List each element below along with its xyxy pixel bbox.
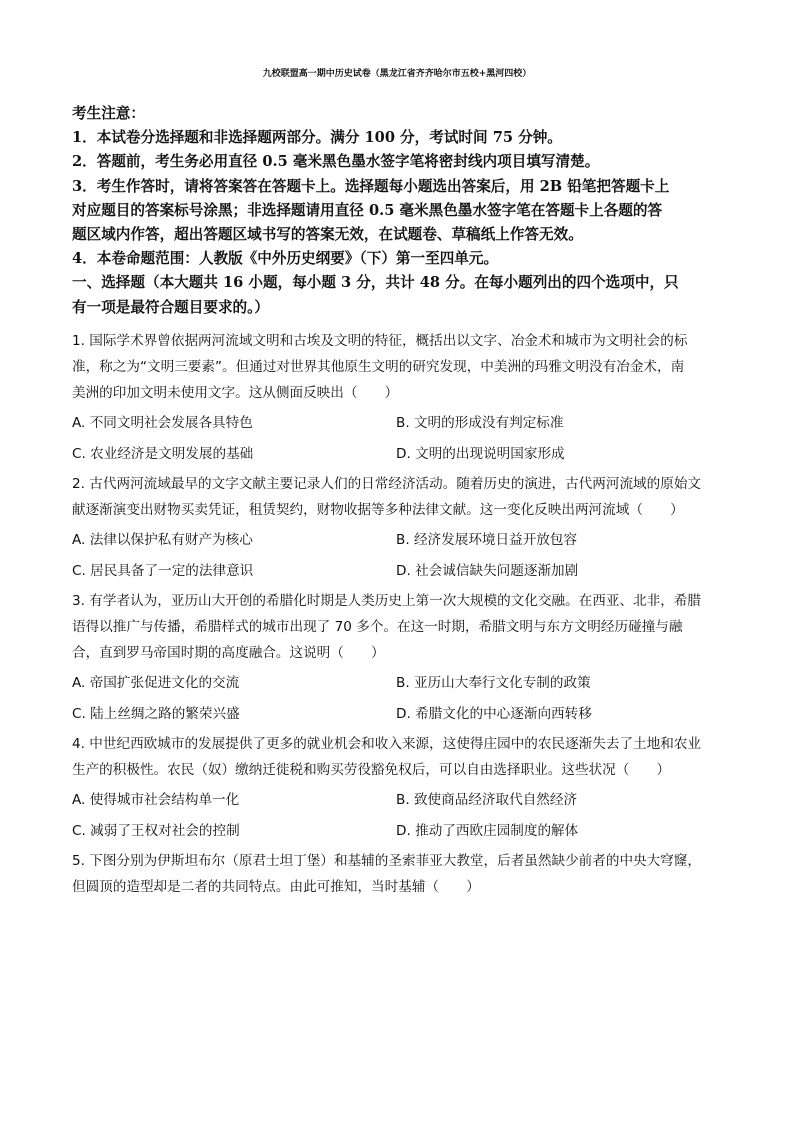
option-b: B. 亚历山大奉行文化专制的政策 <box>396 675 591 691</box>
option-c: C. 居民具备了一定的法律意识 <box>72 563 254 579</box>
stem-line: 4. 中世纪西欧城市的发展提供了更多的就业机会和收入来源，这使得庄园中的农民逐渐失去了土地和农业 <box>72 736 702 752</box>
exam-notes <box>72 102 732 320</box>
option-c: C. 农业经济是文明发展的基础 <box>72 446 254 462</box>
question-stem <box>72 328 732 406</box>
stem-line: 5. 下图分别为伊斯坦布尔（原君士坦丁堡）和基辅的圣索菲亚大教堂，后者虽然缺少前者的中央大穹窿， <box>72 853 702 869</box>
question-2 <box>72 471 732 584</box>
stem-line: 2. 古代两河流域最早的文字文献主要记录人们的日常经济活动。随着历史的演进，古代两河流域的原始文 <box>72 476 702 492</box>
question-1 <box>72 328 732 467</box>
section-heading: 有一项是最符合题目要求的。） <box>72 298 270 316</box>
note-line: 2．答题前，考生务必用直径 0.5 毫米黑色墨水签字笔将密封线内项目填写清楚。 <box>72 153 600 171</box>
stem-line: 但圆顶的造型却是二者的共同特点。由此可推知，当时基辅（ ） <box>72 879 480 895</box>
option-d: D. 推动了西欧庄园制度的解体 <box>396 823 579 839</box>
option-b: B. 经济发展环境日益开放包容 <box>396 532 578 548</box>
option-c: C. 减弱了王权对社会的控制 <box>72 823 240 839</box>
question-3 <box>72 588 732 727</box>
option-b: B. 致使商品经济取代自然经济 <box>396 792 578 808</box>
option-d: D. 社会诚信缺失问题逐渐加剧 <box>396 563 579 579</box>
option-c: C. 陆上丝绸之路的繁荣兴盛 <box>72 706 240 722</box>
question-5 <box>72 848 732 900</box>
stem-line: 准，称之为“文明三要素”。但通过对世界其他原生文明的研究发现，中美洲的玛雅文明没有冶金术，南 <box>72 359 685 375</box>
option-a: A. 法律以保护私有财产为核心 <box>72 532 253 548</box>
option-b: B. 文明的形成没有判定标准 <box>396 415 564 431</box>
question-list <box>72 328 732 904</box>
option-a: A. 不同文明社会发展各具特色 <box>72 415 253 431</box>
option-d: D. 文明的出现说明国家形成 <box>396 446 565 462</box>
question-4 <box>72 731 732 844</box>
stem-line: 3. 有学者认为，亚历山大开创的希腊化时期是人类历史上第一次大规模的文化交融。在西亚、北非，希腊 <box>72 593 702 609</box>
exam-title: 九校联盟高一期中历史试卷（黑龙江省齐齐哈尔市五校+黑河四校） <box>262 69 532 79</box>
section-heading: 一、选择题（本大题共 16 小题，每小题 3 分，共计 48 分。在每小题列出的四个选项中，只 <box>72 274 679 292</box>
stem-line: 美洲的印加文明未使用文字。这从侧面反映出（ ） <box>72 385 399 401</box>
option-a: A. 帝国扩张促进文化的交流 <box>72 675 240 691</box>
stem-line: 语得以推广与传播，希腊样式的城市出现了 70 多个。在这一时期，希腊文明与东方文明经历碰撞与融 <box>72 619 683 635</box>
stem-line: 1. 国际学术界曾依据两河流域文明和古埃及文明的特征，概括出以文字、冶金术和城市为文明社会的标 <box>72 333 688 349</box>
stem-line: 生产的积极性。农民（奴）缴纳迁徙税和购买劳役豁免权后，可以自由选择职业。这些状况（ ） <box>72 762 671 778</box>
question-stem <box>72 471 732 523</box>
option-d: D. 希腊文化的中心逐渐向西转移 <box>396 706 592 722</box>
question-stem <box>72 588 732 666</box>
stem-line: 献逐渐演变出财物买卖凭证，租赁契约，财物收据等多种法律文献。这一变化反映出两河流域（ ） <box>72 502 684 518</box>
note-line: 1．本试卷分选择题和非选择题两部分。满分 100 分，考试时间 75 分钟。 <box>72 129 562 147</box>
note-line: 题区域内作答，超出答题区域书写的答案无效，在试题卷、草稿纸上作答无效。 <box>72 226 583 244</box>
question-stem <box>72 848 732 900</box>
question-options <box>72 670 732 727</box>
notes-heading: 考生注意： <box>72 105 145 122</box>
question-stem <box>72 731 732 783</box>
note-line: 3．考生作答时，请将答案答在答题卡上。选择题每小题选出答案后，用 2B 铅笔把答题卡上 <box>72 177 670 195</box>
question-options <box>72 787 732 844</box>
option-a: A. 使得城市社会结构单一化 <box>72 792 240 808</box>
stem-line: 合，直到罗马帝国时期的高度融合。这说明（ ） <box>72 645 385 661</box>
note-line: 4．本卷命题范围：人教版《中外历史纲要》（下）第一至四单元。 <box>72 250 499 268</box>
question-options <box>72 410 732 467</box>
note-line: 对应题目的答案标号涂黑；非选择题请用直径 0.5 毫米黑色墨水签字笔在答题卡上各题的答 <box>72 201 663 219</box>
question-options <box>72 527 732 584</box>
